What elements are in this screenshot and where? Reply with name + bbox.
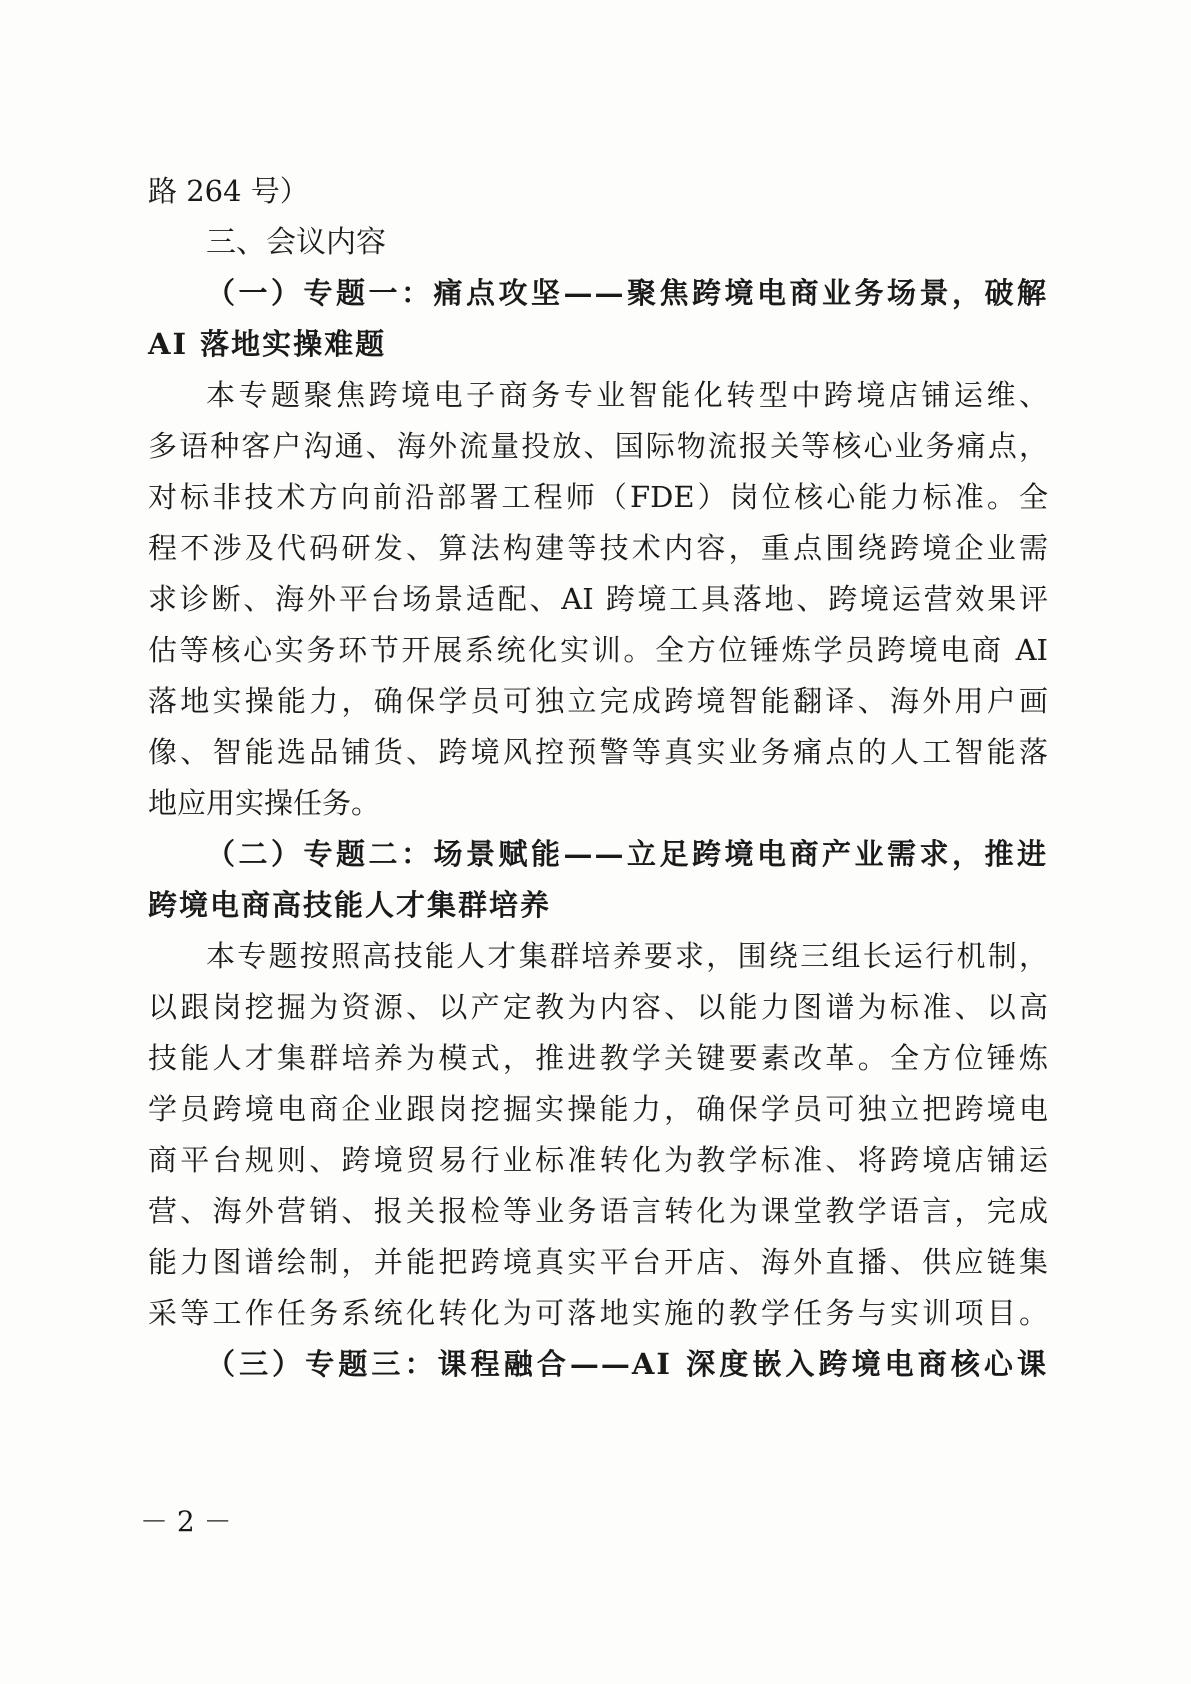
paragraph-line: 学员跨境电商企业跟岗挖掘实操能力，确保学员可独立把跨境电 (148, 1092, 1048, 1126)
subsection-heading: （二）专题二：场景赋能——立足跨境电商产业需求，推进 (206, 837, 1048, 871)
document-body (148, 166, 1048, 1390)
paragraph-line: 采等工作任务系统化转化为可落地实施的教学任务与实训项目。 (148, 1296, 1048, 1330)
subsection-heading-continued: AI 落地实操难题 (148, 327, 387, 361)
paragraph-line: 营、海外营销、报关报检等业务语言转化为课堂教学语言，完成 (148, 1194, 1048, 1228)
paragraph-line: 技能人才集群培养为模式，推进教学关键要素改革。全方位锤炼 (148, 1041, 1048, 1075)
subsection-heading: （三）专题三：课程融合——AI 深度嵌入跨境电商核心课 (206, 1347, 1048, 1381)
paragraph-line: 能力图谱绘制，并能把跨境真实平台开店、海外直播、供应链集 (148, 1245, 1048, 1279)
subsection-heading: （一）专题一：痛点攻坚——聚焦跨境电商业务场景，破解 (206, 276, 1048, 310)
paragraph-line: 本专题聚焦跨境电子商务专业智能化转型中跨境店铺运维、 (206, 378, 1048, 412)
paragraph-line: 求诊断、海外平台场景适配、AI 跨境工具落地、跨境运营效果评 (148, 582, 1048, 616)
paragraph-line: 估等核心实务环节开展系统化实训。全方位锤炼学员跨境电商 AI (148, 633, 1048, 667)
paragraph-line: 落地实操能力，确保学员可独立完成跨境智能翻译、海外用户画 (148, 684, 1048, 718)
paragraph-line: 多语种客户沟通、海外流量投放、国际物流报关等核心业务痛点， (148, 429, 1048, 463)
page-number: － 2 － (140, 1505, 232, 1538)
paragraph-line: 商平台规则、跨境贸易行业标准转化为教学标准、将跨境店铺运 (148, 1143, 1048, 1177)
text-line: 路 264 号） (148, 174, 309, 208)
paragraph-line: 地应用实操任务。 (148, 786, 381, 820)
section-heading: 三、会议内容 (206, 225, 386, 260)
paragraph-line: 对标非技术方向前沿部署工程师（FDE）岗位核心能力标准。全 (148, 480, 1048, 514)
paragraph-line: 程不涉及代码研发、算法构建等技术内容，重点围绕跨境企业需 (148, 531, 1048, 565)
paragraph-line: 像、智能选品铺货、跨境风控预警等真实业务痛点的人工智能落 (148, 735, 1048, 769)
paragraph-line: 本专题按照高技能人才集群培养要求，围绕三组长运行机制， (206, 939, 1048, 973)
subsection-heading-continued: 跨境电商高技能人才集群培养 (148, 888, 552, 922)
paragraph-line: 以跟岗挖掘为资源、以产定教为内容、以能力图谱为标准、以高 (148, 990, 1048, 1024)
